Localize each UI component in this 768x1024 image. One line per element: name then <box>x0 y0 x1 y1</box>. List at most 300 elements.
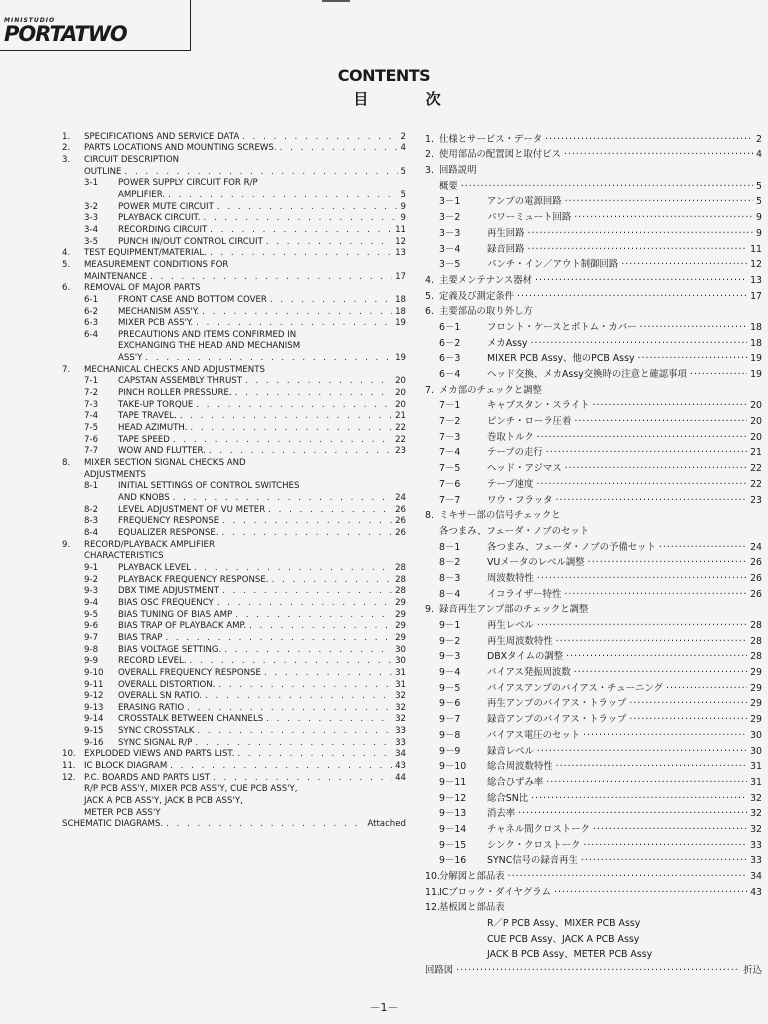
toc-entry-number: 3-3 <box>84 213 99 224</box>
toc-entry <box>425 319 762 335</box>
toc-entry-label: 録音アンプのバイアス・トラップ <box>487 714 627 726</box>
toc-entry-page: 5 <box>756 180 762 192</box>
toc-entry-label: 概要 <box>439 180 458 192</box>
toc-leader-dots <box>545 132 753 147</box>
toc-entry <box>62 306 406 318</box>
toc-leader-dots <box>574 414 747 429</box>
toc-entry-number: 7-6 <box>84 434 99 445</box>
toc-entry <box>425 711 762 727</box>
toc-entry-number: 3－1 <box>439 196 461 208</box>
toc-entry-label: キャプスタン・スライト <box>487 400 590 412</box>
toc-entry-label: ADJUSTMENTS <box>84 469 147 480</box>
toc-entry-number: 6-1 <box>84 294 99 305</box>
toc-entry-page: 5 <box>400 189 406 200</box>
toc-entry-label: MEASUREMENT CONDITIONS FOR <box>84 259 229 270</box>
toc-entry-number: 1. <box>425 133 434 145</box>
toc-entry-page: 9 <box>400 201 406 212</box>
toc-entry <box>62 411 406 423</box>
toc-leader-dots <box>593 822 747 837</box>
toc-leader-dots <box>565 461 747 476</box>
toc-entry <box>62 644 406 656</box>
toc-entry-label: WOW AND FLUTTER. <box>118 446 206 457</box>
toc-entry <box>62 446 406 458</box>
toc-entry-page: 31 <box>395 679 406 690</box>
toc-leader-dots <box>508 869 747 884</box>
toc-leader-dots <box>530 336 747 351</box>
toc-entry-page: 28 <box>750 620 762 631</box>
toc-entry-number: 9－8 <box>439 729 461 741</box>
toc-leader-dots <box>659 540 747 555</box>
page-title-en: CONTENTS <box>337 66 431 85</box>
toc-entry-page: 20 <box>395 388 406 399</box>
toc-leader-dots <box>583 838 747 853</box>
toc-entry-number: 3－4 <box>439 243 461 255</box>
toc-entry-label: DBXタイムの調整 <box>487 651 564 663</box>
toc-entry <box>62 271 406 283</box>
toc-entry-label: RECORDING CIRCUIT <box>118 224 208 235</box>
toc-entry-number: 9-8 <box>84 644 99 655</box>
toc-entry-number: 7－2 <box>439 416 461 428</box>
toc-entry-number: 9-6 <box>84 621 99 632</box>
toc-entry <box>425 288 762 304</box>
toc-entry-label: CUE PCB Assy、JACK A PCB Assy <box>487 933 640 945</box>
toc-leader-dots <box>583 728 747 743</box>
toc-entry-label: DBX TIME ADJUSTMENT <box>118 586 220 597</box>
toc-entry <box>62 504 406 516</box>
toc-entry-page: 31 <box>750 761 762 773</box>
toc-entry-label: SCHEMATIC DIAGRAMS. <box>62 819 164 830</box>
toc-entry <box>62 399 406 411</box>
toc-entry <box>62 457 406 469</box>
toc-entry <box>62 632 406 644</box>
toc-entry-label: REMOVAL OF MAJOR PARTS <box>84 283 201 294</box>
toc-leader-dots <box>235 388 392 399</box>
toc-entry-page: 32 <box>750 823 762 835</box>
toc-entry-number: 9－3 <box>439 651 461 663</box>
toc-entry-page: 26 <box>750 572 762 584</box>
toc-leader-dots <box>197 726 392 737</box>
toc-entry-label: POWER SUPPLY CIRCUIT FOR R/P <box>118 178 258 189</box>
toc-entry-page: 26 <box>750 557 762 569</box>
toc-leader-dots <box>592 398 747 413</box>
toc-entry-label: ヘッド・アジマス <box>487 463 562 475</box>
toc-entry-number: 7-2 <box>84 388 99 399</box>
toc-entry-number: 9－14 <box>439 823 467 835</box>
toc-entry-number: 9－2 <box>439 635 461 647</box>
toc-entry-number: 6. <box>425 306 434 318</box>
toc-entry-number: 12. <box>425 902 440 914</box>
toc-leader-dots <box>266 237 392 248</box>
toc-entry <box>62 656 406 668</box>
toc-entry-label: チャネル間クロストーク <box>487 823 590 835</box>
toc-entry-label: アンプの電源回路 <box>487 196 562 208</box>
toc-leader-dots <box>210 225 392 236</box>
toc-entry-page: 23 <box>395 446 406 457</box>
toc-entry-number: 4. <box>62 248 71 259</box>
toc-entry-number: 9－11 <box>439 776 467 788</box>
top-mark <box>322 0 350 2</box>
toc-entry-label: 総合ひずみ率 <box>487 776 544 788</box>
toc-entry-page: 26 <box>395 504 406 515</box>
toc-entry <box>425 853 762 869</box>
toc-entry-page: 28 <box>750 651 762 663</box>
toc-entry-number: 7. <box>425 384 434 396</box>
toc-entry-page: 22 <box>395 423 406 434</box>
toc-entry-number: 9. <box>425 604 434 616</box>
toc-entry <box>62 259 406 271</box>
toc-entry-page: 29 <box>750 682 762 694</box>
toc-entry-number: 3-1 <box>84 178 99 189</box>
toc-entry <box>425 241 762 257</box>
toc-entry <box>62 166 406 178</box>
toc-entry <box>425 131 762 147</box>
toc-entry <box>425 821 762 837</box>
toc-entry-page: 32 <box>750 808 762 820</box>
toc-leader-dots <box>205 691 392 702</box>
toc-entry-label: POWER MUTE CIRCUIT <box>118 201 214 212</box>
toc-leader-dots <box>187 703 392 714</box>
toc-entry-number: 3-4 <box>84 224 99 235</box>
toc-leader-dots <box>237 749 392 760</box>
toc-entry-label: PUNCH IN/OUT CONTROL CIRCUIT <box>118 236 263 247</box>
toc-entry-number: 9－16 <box>439 855 467 867</box>
toc-entry-label: TAPE SPEED <box>118 434 170 445</box>
toc-entry <box>62 154 406 166</box>
toc-entry-label: 定義及び測定条件 <box>439 290 515 302</box>
toc-entry <box>425 257 762 273</box>
toc-entry-number: 9. <box>62 539 71 550</box>
toc-entry-number: 9-13 <box>84 702 104 713</box>
toc-entry <box>62 597 406 609</box>
toc-entry-label: EXPLODED VIEWS AND PARTS LIST. <box>84 749 235 760</box>
toc-entry-label: ヘッド交換、メカAssy交換時の注意と確認事項 <box>487 369 687 380</box>
toc-entry-label: パンチ・イン／アウト制御回路 <box>487 259 619 271</box>
toc-entry-label: MIXER PCB Assy、他のPCB Assy <box>487 353 635 365</box>
toc-leader-dots <box>224 645 392 656</box>
toc-entry-label: CIRCUIT DESCRIPTION <box>84 154 180 165</box>
toc-entry-label: メカ部のチェックと調整 <box>439 384 542 396</box>
toc-entry <box>62 318 406 330</box>
toc-leader-dots <box>270 295 392 306</box>
toc-entry-label: OVERALL FREQUENCY RESPONSE <box>118 667 261 678</box>
toc-entry-label: TEST EQUIPMENT/MATERIAL. <box>84 248 207 259</box>
toc-entry-label: 総合SN比 <box>487 792 529 804</box>
toc-entry-label: 再生回路 <box>487 227 525 239</box>
brand-big-text: PORTATWO <box>4 22 127 46</box>
toc-entry-page: 32 <box>750 792 762 804</box>
toc-leader-dots <box>268 505 392 516</box>
toc-entry <box>425 806 762 822</box>
toc-leader-dots <box>621 257 747 272</box>
toc-entry <box>62 213 406 225</box>
toc-entry-label: R/P PCB ASS'Y, MIXER PCB ASS'Y, CUE PCB ASS'Y, <box>84 784 298 795</box>
toc-entry-page: 2 <box>756 133 762 145</box>
toc-entry-number: 9－12 <box>439 792 467 804</box>
toc-entry <box>62 714 406 726</box>
toc-entry <box>425 633 762 649</box>
toc-entry-label: 再生周波数特性 <box>487 635 553 647</box>
toc-entry <box>425 178 762 194</box>
toc-entry <box>62 422 406 434</box>
toc-leader-dots <box>222 516 392 527</box>
toc-entry-label: テープ速度 <box>487 478 534 490</box>
toc-entry <box>62 784 406 796</box>
toc-japanese <box>425 131 762 978</box>
toc-leader-dots <box>588 555 747 570</box>
toc-entry-page: 33 <box>395 737 406 748</box>
toc-entry-label: テープの走行 <box>487 447 543 459</box>
toc-entry-page: 21 <box>395 411 406 422</box>
toc-entry-page: 26 <box>395 516 406 527</box>
toc-entry-label: MECHANICAL CHECKS AND ADJUSTMENTS <box>84 364 265 375</box>
toc-entry <box>62 248 406 260</box>
toc-entry <box>425 445 762 461</box>
toc-entry-number: 8-2 <box>84 504 99 515</box>
toc-entry <box>425 508 762 524</box>
toc-entry-label: OUTLINE <box>84 166 122 177</box>
toc-entry-number: 9－7 <box>439 714 461 726</box>
toc-entry-number: 7. <box>62 364 71 375</box>
toc-entry <box>62 294 406 306</box>
toc-entry-page: 43 <box>395 761 406 772</box>
toc-entry-page: 13 <box>395 248 406 259</box>
toc-entry <box>62 481 406 493</box>
toc-entry-number: 7－6 <box>439 478 461 490</box>
toc-entry-number: 8. <box>425 510 434 522</box>
toc-entry-label: SYNC信号の録音再生 <box>487 855 578 867</box>
toc-entry <box>425 915 762 931</box>
toc-entry-number: 4. <box>425 274 434 286</box>
toc-leader-dots <box>272 575 393 586</box>
toc-entry <box>62 469 406 481</box>
toc-entry <box>62 667 406 679</box>
toc-entry-label: 消去率 <box>487 808 516 820</box>
toc-entry-page: 4 <box>400 143 406 154</box>
toc-entry <box>62 224 406 236</box>
toc-leader-dots <box>629 712 747 727</box>
toc-leader-dots <box>556 634 747 649</box>
toc-entry <box>425 476 762 492</box>
toc-entry-page: 22 <box>750 478 762 490</box>
toc-leader-dots <box>666 681 747 696</box>
toc-entry <box>62 737 406 749</box>
toc-entry-page: 19 <box>395 353 406 364</box>
toc-entry <box>425 680 762 696</box>
toc-entry-page: 19 <box>395 318 406 329</box>
toc-entry-page: 32 <box>395 714 406 725</box>
toc-entry-number: 6. <box>62 283 71 294</box>
toc-entry <box>425 962 762 978</box>
toc-leader-dots <box>518 806 747 821</box>
toc-entry <box>425 664 762 680</box>
toc-leader-dots <box>574 665 747 680</box>
toc-leader-dots <box>235 610 392 621</box>
toc-entry-number: 3-2 <box>84 201 99 212</box>
toc-entry-page: Attached <box>367 819 406 830</box>
toc-entry-number: 7-1 <box>84 376 99 387</box>
toc-entry-page: 20 <box>750 400 762 412</box>
toc-entry-number: 8－1 <box>439 541 461 553</box>
toc-entry-number: 11. <box>425 886 440 898</box>
toc-entry-page: 17 <box>750 290 762 302</box>
toc-entry-label: バイアス発振周波数 <box>487 667 571 679</box>
toc-entry-page: 30 <box>750 745 762 757</box>
toc-entry-number: 9-10 <box>84 667 104 678</box>
toc-entry-number: 7－5 <box>439 463 461 475</box>
toc-entry-label: フロント・ケースとボトム・カバー <box>487 321 637 333</box>
toc-entry-page: 31 <box>750 776 762 788</box>
toc-leader-dots <box>170 761 392 772</box>
toc-entry <box>425 460 762 476</box>
toc-leader-dots <box>690 367 747 382</box>
toc-entry-label: BIAS VOLTAGE SETTING. <box>118 644 222 655</box>
toc-entry-number: 9-16 <box>84 737 104 748</box>
toc-entry-number: 10. <box>425 871 440 882</box>
toc-entry-number: 9－5 <box>439 682 461 694</box>
toc-entry-page: 32 <box>395 691 406 702</box>
toc-entry-label: バイアスアンプのバイアス・チューニング <box>487 682 663 694</box>
toc-leader-dots <box>165 633 392 644</box>
toc-entry <box>425 586 762 602</box>
toc-entry <box>425 492 762 508</box>
toc-leader-dots <box>222 586 392 597</box>
toc-entry-page: 30 <box>395 656 406 667</box>
toc-entry-page: 20 <box>750 431 762 443</box>
toc-entry-number: 7－1 <box>439 400 461 412</box>
toc-entry <box>62 329 406 341</box>
toc-entry-number: 9－4 <box>439 667 461 679</box>
toc-entry-number: 5. <box>62 259 71 270</box>
toc-entry-page: 折込 <box>743 965 762 977</box>
toc-entry-number: 5. <box>425 290 434 302</box>
toc-leader-dots <box>537 618 747 633</box>
toc-leader-dots <box>564 587 747 602</box>
toc-leader-dots <box>517 289 747 304</box>
toc-entry-label: BIAS TUNING OF BIAS AMP <box>118 609 233 620</box>
toc-entry-number: 6-2 <box>84 306 99 317</box>
toc-entry <box>62 434 406 446</box>
toc-leader-dots <box>564 147 753 162</box>
toc-leader-dots <box>210 248 392 259</box>
toc-entry <box>425 366 762 382</box>
toc-leader-dots <box>166 819 364 830</box>
toc-entry-number: 8-1 <box>84 481 99 492</box>
toc-entry <box>62 691 406 703</box>
toc-entry-page: 20 <box>750 416 762 428</box>
toc-entry <box>425 351 762 367</box>
toc-leader-dots <box>190 423 392 434</box>
toc-entry-number: 8－3 <box>439 572 461 584</box>
toc-entry-number: 9-15 <box>84 726 104 737</box>
toc-entry <box>62 143 406 155</box>
toc-entry-number: 9-4 <box>84 597 99 608</box>
toc-entry-label: 録音レベル <box>487 745 534 757</box>
toc-entry-label: SYNC CROSSTALK <box>118 726 195 737</box>
toc-entry-number: 6-4 <box>84 329 99 340</box>
toc-entry-page: 43 <box>750 886 762 898</box>
toc-leader-dots <box>537 744 747 759</box>
toc-entry-number: 3-5 <box>84 236 99 247</box>
toc-entry-page: 18 <box>395 306 406 317</box>
toc-entry <box>425 147 762 163</box>
toc-entry-page: 13 <box>750 274 762 286</box>
toc-entry-number: 9-11 <box>84 679 104 690</box>
toc-entry <box>62 621 406 633</box>
toc-leader-dots <box>566 649 747 664</box>
toc-entry-label: 主要部品の取り外し方 <box>439 306 533 318</box>
toc-entry <box>425 304 762 320</box>
toc-leader-dots <box>209 446 392 457</box>
toc-entry-label: PINCH ROLLER PRESSURE. <box>118 388 232 399</box>
toc-entry-label: ICブロック・ダイヤグラム <box>439 886 551 898</box>
toc-entry-page: 18 <box>750 321 762 333</box>
toc-entry-page: 17 <box>395 271 406 282</box>
toc-entry-label: R／P PCB Assy、MIXER PCB Assy <box>487 918 641 930</box>
toc-entry <box>425 429 762 445</box>
toc-entry <box>62 807 406 819</box>
toc-entry-page: 29 <box>395 632 406 643</box>
toc-entry-label: 各つまみ、フェーダ・ノブのセット <box>439 525 590 537</box>
toc-entry <box>62 562 406 574</box>
toc-leader-dots <box>640 320 748 335</box>
toc-entry-number: 8-3 <box>84 516 99 527</box>
toc-entry-label: EQUALIZER RESPONSE. <box>118 527 219 538</box>
toc-entry-page: 30 <box>750 729 762 741</box>
toc-entry-page: 29 <box>750 667 762 679</box>
toc-entry-label: TAPE TRAVEL. <box>118 411 177 422</box>
toc-leader-dots <box>168 190 397 201</box>
toc-entry-number: 3－5 <box>439 259 461 271</box>
toc-entry <box>425 649 762 665</box>
toc-leader-dots <box>173 493 392 504</box>
toc-leader-dots <box>203 213 397 224</box>
page-title-jp: 目 次 <box>353 90 467 108</box>
page-number: －1－ <box>369 1001 399 1014</box>
toc-entry-number: 9－10 <box>439 761 467 773</box>
toc-entry-label: HEAD AZIMUTH. <box>118 423 188 434</box>
toc-entry-label: CAPSTAN ASSEMBLY THRUST <box>118 376 242 387</box>
toc-entry-number: 9-1 <box>84 562 99 573</box>
toc-entry <box>62 283 406 295</box>
toc-entry-label: ワウ・フラッタ <box>487 494 553 506</box>
toc-entry <box>62 189 406 201</box>
toc-entry-page: 12 <box>395 236 406 247</box>
toc-entry-page: 20 <box>395 376 406 387</box>
toc-entry <box>425 570 762 586</box>
toc-entry-number: 9－13 <box>439 808 467 820</box>
toc-leader-dots <box>556 759 747 774</box>
toc-entry <box>425 194 762 210</box>
toc-entry-label: SPECIFICATIONS AND SERVICE DATA <box>84 131 240 142</box>
toc-entry-number: 9-2 <box>84 574 99 585</box>
toc-entry <box>62 609 406 621</box>
toc-entry-page: 5 <box>756 196 762 208</box>
toc-entry <box>62 539 406 551</box>
toc-entry-page: 11 <box>750 243 762 255</box>
toc-leader-dots <box>173 435 392 446</box>
toc-entry-page: 22 <box>395 434 406 445</box>
toc-entry-number: 9-5 <box>84 609 99 620</box>
toc-entry-number: 10. <box>62 749 76 760</box>
toc-entry-label: SYNC SIGNAL R/P <box>118 737 193 748</box>
toc-entry-page: 11 <box>395 224 406 235</box>
toc-entry <box>62 760 406 772</box>
toc-entry-number: 7-3 <box>84 399 99 410</box>
toc-entry <box>62 586 406 598</box>
toc-entry-label: P.C. BOARDS AND PARTS LIST <box>84 772 211 783</box>
toc-entry-page: 29 <box>395 621 406 632</box>
toc-entry-label: BIAS TRAP <box>118 632 163 643</box>
